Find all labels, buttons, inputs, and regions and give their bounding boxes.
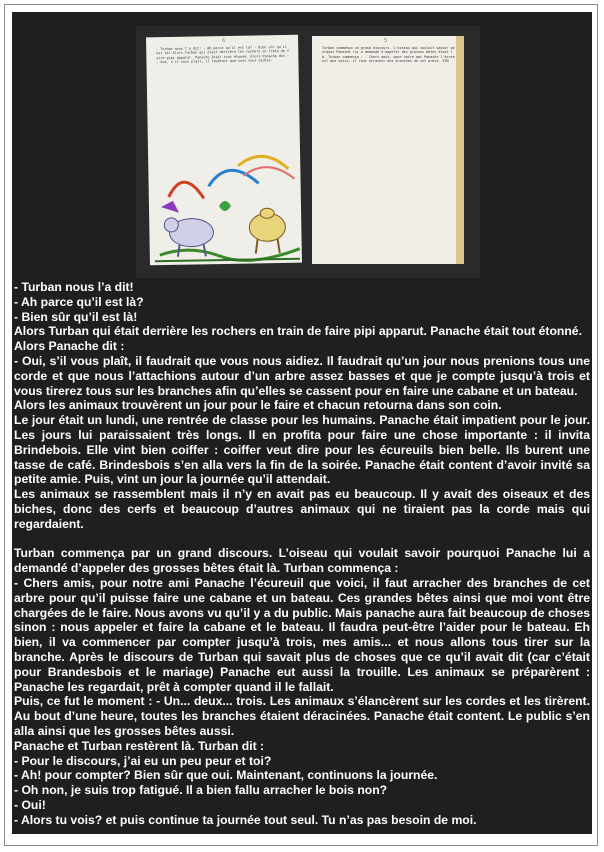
paragraph: - Ah parce qu’il est là? [14,294,144,309]
paragraph: - Oui, s’il vous plaît, il faudrait que vous nous aidiez. Il faudrait qu’un jour nous prenions tous une corde et que nous l’attachions autour d’un arbre assez basses et que je compte jusqu’à trois et vous tirerez tous sur les branches afin qu’elles se cassent pour en faire une cabane et un bateau. [14,353,590,398]
paragraph: Alors les animaux trouvèrent un jour pour le faire et chacun retourna dans son coin. [14,398,502,413]
paragraph: Le jour était un lundi, une rentrée de classe pour les humains. Panache était impatient pour le jour. Les jours lui paraissaient très longs. Il en profita pour faire une chose importante : il invita Brindebois. Elle vint bien coiffer : coiffer veut dire pour les écureuils bien belle. Ils burent une tasse de café. Brindesbois s’en alla vers la fin de la soirée. Panache était content d’avoir invité sa petite amie. Puis, vint un jour la journée qu’il attendait. [14,413,590,487]
left-page-text: - Turban nous l'a dit! - Ah parce qu'il est là? - Bien sûr qu'il est là! Alors Turban qui était derrière les rochers en train de faire pipi apparut. Panache était tout étonné. Alors Panache dit : - Oui, s'il vous plaît, il faudrait que vous nous aidiez. [156,44,292,65]
paragraph: - Bien sûr qu’il est là! [14,309,138,324]
paragraph: Alors Panache dit : [14,339,125,354]
story-text [14,280,590,827]
paragraph: - Oui! [14,797,46,812]
paragraph: - Pour le discours, j’ai eu un peu peur et toi? [14,753,272,768]
paragraph: - Oh non, je suis trop fatigué. Il a bien fallu arracher le bois non? [14,783,388,798]
paragraph: Puis, ce fut le moment : - Un... deux... trois. Les animaux s’élancèrent sur les cordes et les tirèrent. Au bout d’une heure, toutes les branches étaient déracinées. Panache était content. Le public s’en alla ainsi que les grosses bêtes aussi. [14,694,590,738]
paragraph: - Chers amis, pour notre ami Panache l’écureuil que voici, il faut arracher des branches de cet arbre pour qu’il puisse faire une cabane et un bateau. Ces grandes bêtes ainsi que moi vont être chargées de le faire. Nous avons vu qu’il y a du public. Mais panache aura fait beaucoup de choses sinon : nous appeler et faire la cabane et le bateau. Il faudra peut-être l’aider pour le bateau. Eh bien, il va commencer par compter jusqu’à trois, mes amis... et nous allons tous tirer sur la branche. Après le discours de Turban qui savait plus de choses que ce qu’il avait dit (car c’était pour Brandesbois et le mariage) Panache eut aussi la trouille. Les animaux se préparèrent : Panache les regardait, prêt à compter quand il le fallait. [14,575,590,694]
paragraph: Turban commença par un grand discours. L’oiseau qui voulait savoir pourquoi Panache lui a demandé d’appeler des grosses bêtes était là. Turban commença : [14,546,590,576]
paragraph: Les animaux se rassemblent mais il n’y en avait pas eu beaucoup. Il y avait des oiseaux et des biches, donc des cerfs et beaucoup d’autres animaux qui ne tiraient pas la corde mais qui regardaient. [14,487,590,531]
paragraph: - Turban nous l’a dit! [14,280,134,294]
manuscript-page-right [312,36,464,264]
paragraph: - Ah! pour compter? Bien sûr que oui. Maintenant, continuons la journée. [14,768,438,783]
paragraph: Alors Turban qui était derrière les rochers en train de faire pipi apparut. Panache était tout étonné. [14,324,582,339]
story-panel [12,12,592,834]
right-page-text: Turban commença un grand discours. L'oiseau qui voulait savoir pourquoi Panache lui a demandé d'appeler des grosses bêtes était là. Turban commença : - Chers amis, pour notre ami Panache l'écureuil que voici, il faut arracher des branches de cet arbre. FIN [322,46,455,63]
paragraph: Panache et Turban restèrent là. Turban dit : [14,738,265,753]
left-page-number: 6 [222,37,226,45]
manuscript-page-left [146,35,302,266]
manuscript-photo [136,26,480,278]
right-page-number: 5 [384,38,388,44]
page-stain [456,36,464,264]
paragraph: - Alors tu vois? et puis continue ta journée tout seul. Tu n’as pas besoin de moi. [14,812,477,827]
child-drawing [148,135,302,266]
